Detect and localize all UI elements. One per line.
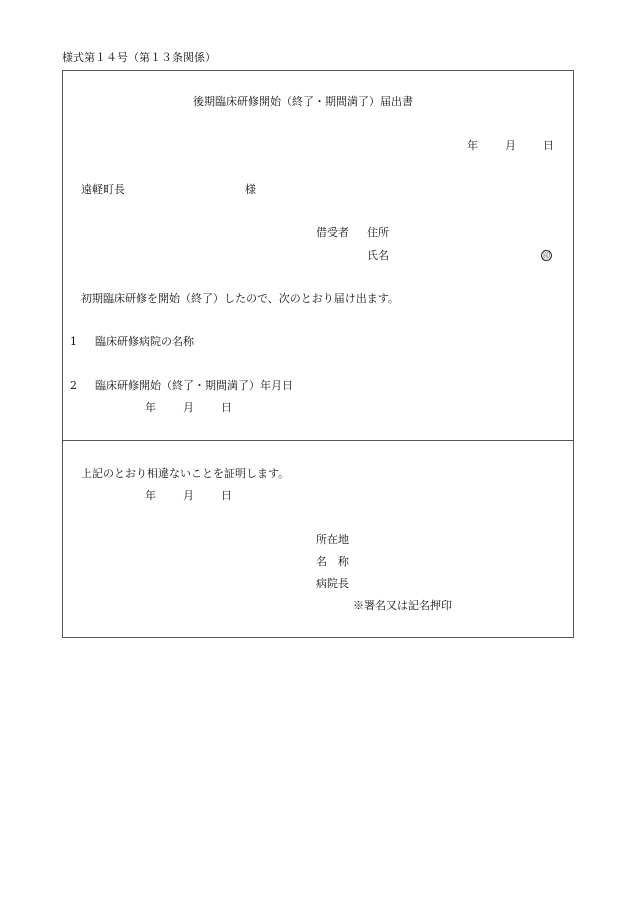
hospital-location-label: 所在地 (316, 533, 349, 546)
cert-date-day: 日 (221, 489, 232, 502)
borrower-label: 借受者 (316, 226, 349, 239)
signature-note: ※署名又は記名押印 (353, 599, 452, 612)
hospital-name-label: 名 称 (316, 555, 349, 568)
cert-date-month: 月 (183, 489, 194, 502)
item-2-label: 臨床研修開始（終了・期間満了）年月日 (95, 379, 293, 392)
statement-text: 初期臨床研修を開始（終了）したので、次のとおり届け出ます。 (81, 292, 399, 305)
date-year: 年 (467, 139, 478, 152)
cert-date-year: 年 (145, 489, 156, 502)
item-2-date-year: 年 (145, 401, 156, 414)
seal-mark: 印 (543, 252, 550, 260)
date-day: 日 (543, 139, 554, 152)
addressee-honorific: 様 (245, 183, 256, 196)
item-1-label: 臨床研修病院の名称 (95, 335, 194, 348)
hospital-director-label: 病院長 (316, 577, 349, 590)
item-2-number: 2 (70, 379, 77, 392)
certification-text: 上記のとおり相違ないことを証明します。 (81, 467, 290, 480)
addressee-name: 遠軽町長 (81, 183, 125, 196)
item-2-date-month: 月 (183, 401, 194, 414)
borrower-name-label: 氏名 (367, 249, 389, 262)
item-2-date-day: 日 (221, 401, 232, 414)
document-title: 後期臨床研修開始（終了・期間満了）届出書 (193, 95, 413, 108)
form-number: 様式第１４号（第１３条関係） (62, 51, 216, 64)
section-divider (62, 440, 574, 441)
borrower-address-label: 住所 (367, 226, 389, 239)
form-frame (62, 70, 574, 638)
item-1-number: 1 (70, 335, 77, 348)
date-month: 月 (505, 139, 516, 152)
